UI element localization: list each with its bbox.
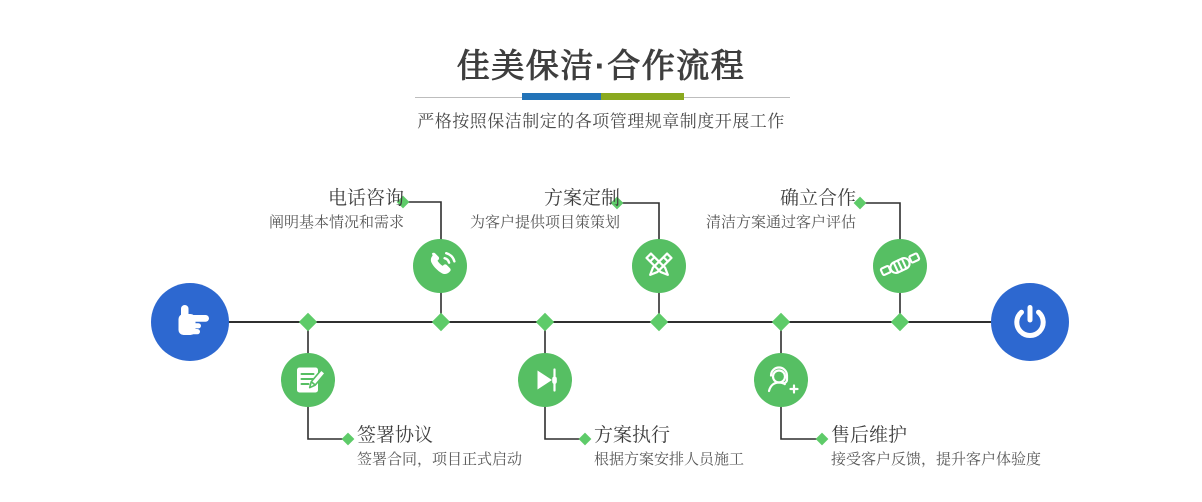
page-subtitle: 严格按照保洁制定的各项管理规章制度开展工作: [417, 112, 785, 131]
step-desc: 根据方案安排人员施工: [594, 451, 745, 468]
power-icon: [1002, 294, 1058, 350]
step-label-cooperate: [706, 187, 856, 234]
step-desc: 为客户提供项目策策划: [469, 214, 620, 231]
handshake-icon: [876, 242, 924, 290]
step-label-plan: [470, 187, 620, 234]
step-connector-lines: [308, 202, 900, 439]
step-title: 售后维护: [831, 425, 908, 446]
step-desc: 清洁方案通过客户评估: [705, 214, 856, 231]
flow-start-node: [151, 283, 229, 361]
step-label-sign: [357, 424, 522, 471]
step-node-phone: [413, 239, 467, 293]
step-node-cooperate: [873, 239, 927, 293]
step-title: 签署协议: [357, 425, 434, 446]
step-node-execute: [518, 353, 572, 407]
step-title: 电话咨询: [327, 188, 404, 209]
page-title: 佳美保洁·合作流程: [456, 47, 746, 84]
step-label-aftersales: [831, 424, 1041, 471]
crossed-pencils-icon: [635, 242, 683, 290]
hand-pointer-icon: [162, 294, 218, 350]
step-title: 方案执行: [594, 425, 671, 446]
step-node-sign: [281, 353, 335, 407]
step-label-execute: [594, 424, 744, 471]
step-title: 方案定制: [543, 188, 620, 209]
step-title: 确立合作: [779, 188, 856, 209]
contract-pen-icon: [284, 356, 332, 404]
step-desc: 接受客户反馈，提升客户体验度: [831, 451, 1042, 468]
phone-icon: [416, 242, 464, 290]
step-node-plan: [632, 239, 686, 293]
step-node-aftersales: [754, 353, 808, 407]
step-desc: 签署合同，项目正式启动: [357, 451, 523, 468]
step-desc: 阐明基本情况和需求: [268, 214, 404, 231]
step-label-phone: [269, 187, 404, 234]
headset-agent-icon: [757, 356, 805, 404]
flow-end-node: [991, 283, 1069, 361]
play-icon: [521, 356, 569, 404]
